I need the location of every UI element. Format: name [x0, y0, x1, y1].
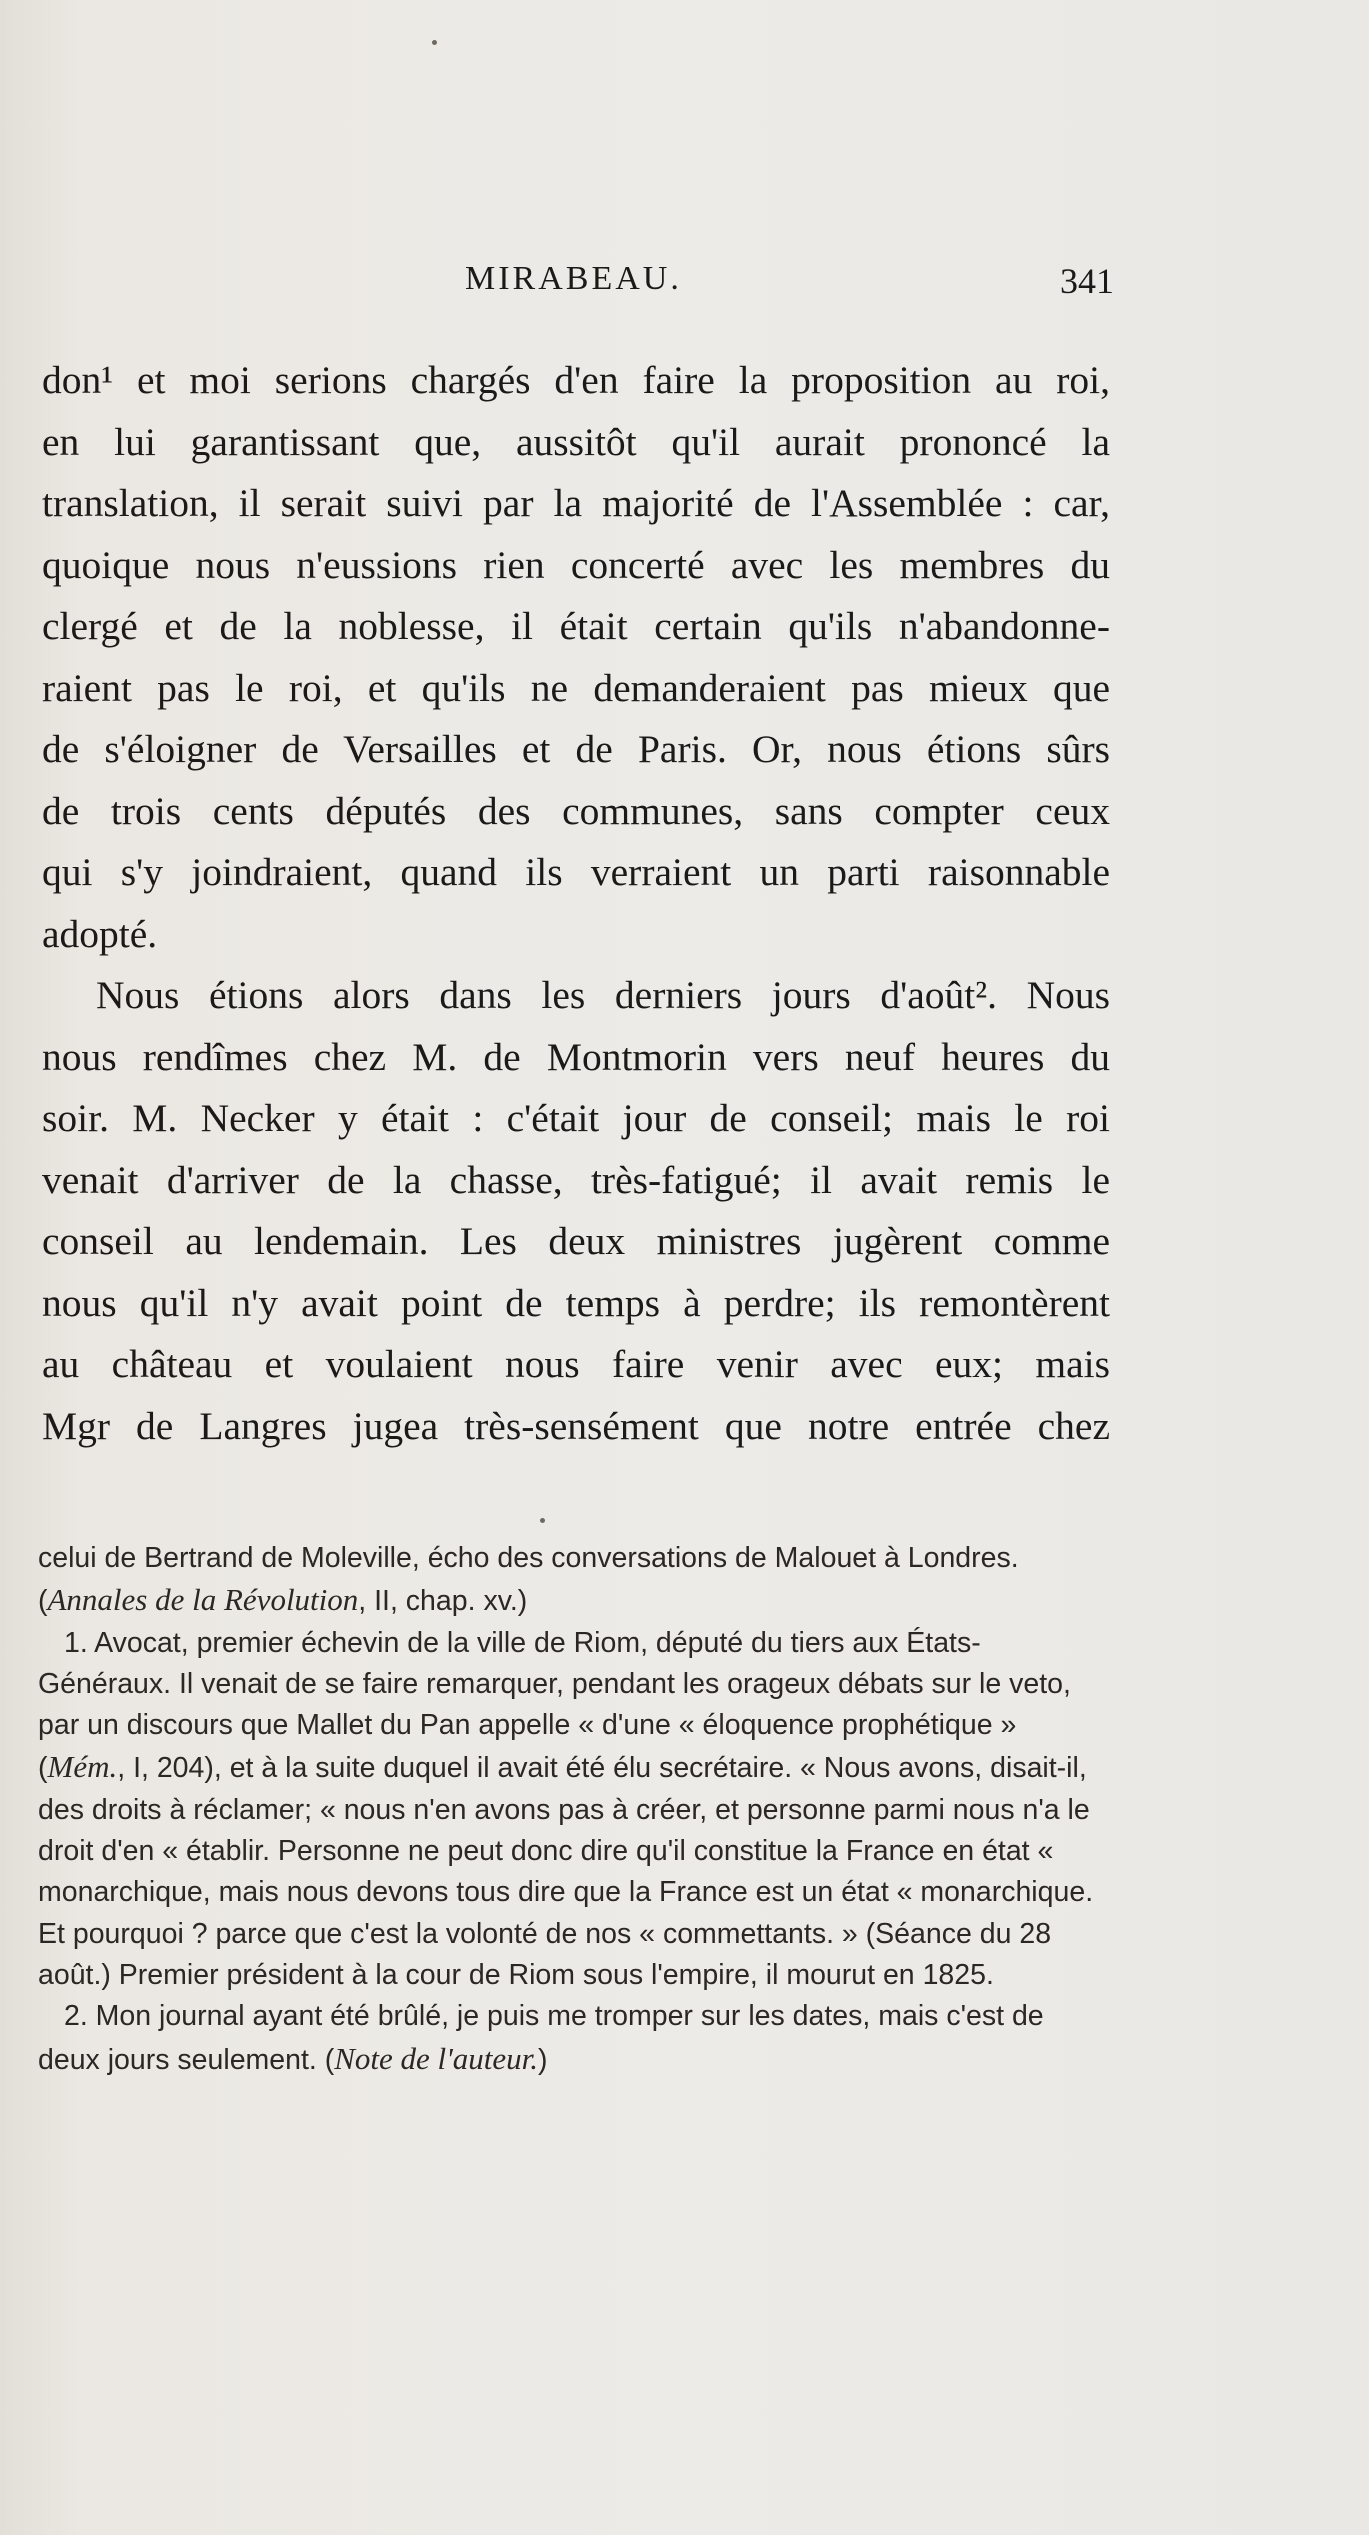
- text-line: au château et voulaient nous faire venir avec eux; mais: [42, 1342, 1110, 1386]
- main-text: [42, 350, 1110, 1457]
- page-number: 341: [1060, 261, 1114, 301]
- footnote-text: ): [538, 2043, 548, 2076]
- text-line: quoique nous n'eussions rien concerté avec les membres du: [42, 542, 1110, 587]
- text-line: en lui garantissant que, aussitôt qu'il aurait prononcé la: [42, 419, 1110, 464]
- text-line: translation, il serait suivi par la majorité de l'Assemblée : car,: [42, 481, 1110, 525]
- footnote-text: celui de Bertrand de Moleville, écho des conversations de Malouet à Londres. (: [38, 1542, 1019, 1618]
- text-line: don¹ et moi serions chargés d'en faire la proposition au roi,: [42, 358, 1110, 402]
- text-line: Mgr de Langres jugea très-sensément que notre entrée chez: [42, 1403, 1110, 1448]
- text-line: venait d'arriver de la chasse, très-fatigué; il avait remis le: [42, 1157, 1110, 1202]
- footnote-text: 2. Mon journal ayant été brûlé, je puis me tromper sur les dates, mais c'est de deux jours seulement. (: [38, 2000, 1044, 2076]
- footnote-italic: Annales de la Révolution: [47, 1582, 359, 1618]
- page-header: [0, 260, 1369, 310]
- text-line: clergé et de la noblesse, il était certain qu'ils n'abandonne-: [42, 604, 1110, 648]
- text-line: raient pas le roi, et qu'ils ne demanderaient pas mieux que: [42, 665, 1110, 710]
- footnote-italic: Mém.: [47, 1749, 118, 1785]
- footnote-continuation: [38, 1538, 1110, 1623]
- footnote-text: , I, 204), et à la suite duquel il avait été élu secrétaire. « Nous avons, disait-il, des droits à réclamer; « nous n'en avons pas à créer, et personne parmi nous n'a le droit d'en « établir. Personne ne peut donc dire qu'il constitue la France en état « monarchique, mais nous devons tous dire que la France est un état « monarchique. Et pourquoi ? parce que c'est la volonté de nos « commettants. » (Séance du 28 août.) Premier président à la cour de Riom sous l'empire, il mourut en 1825.: [38, 1752, 1094, 1991]
- text-line: de s'éloigner de Versailles et de Paris. Or, nous étions sûrs: [42, 727, 1110, 771]
- paragraph-2: [42, 965, 1110, 1457]
- text-line: soir. M. Necker y était : c'était jour de conseil; mais le roi: [42, 1096, 1110, 1140]
- paper-speck: [540, 1518, 545, 1523]
- footnotes: [38, 1538, 1110, 2081]
- text-line: Nous étions alors dans les derniers jours d'août². Nous: [96, 973, 1110, 1017]
- footnote-text: 1. Avocat, premier échevin de la ville de Riom, député du tiers aux États-Généraux. Il venait de se faire remarquer, pendant les orageux débats sur le veto, par un discours que Mallet du Pan appelle « d'une « éloquence prophétique » (: [38, 1626, 1071, 1785]
- footnote-1: [38, 1623, 1110, 1997]
- paragraph-1: [42, 350, 1110, 965]
- text-line: de trois cents députés des communes, sans compter ceux: [42, 788, 1110, 833]
- footnote-italic: Note de l'auteur.: [334, 2040, 539, 2076]
- text-line: qui s'y joindraient, quand ils verraient un parti raisonnable: [42, 850, 1110, 894]
- footnote-text: , II, chap. xv.): [358, 1585, 528, 1618]
- text-line: nous qu'il n'y avait point de temps à perdre; ils remontèrent: [42, 1280, 1110, 1325]
- running-title: MIRABEAU.: [465, 260, 682, 297]
- text-line: adopté.: [42, 911, 158, 956]
- text-line: conseil au lendemain. Les deux ministres jugèrent comme: [42, 1219, 1110, 1263]
- paper-speck: [432, 40, 437, 45]
- footnote-2: [38, 1996, 1110, 2081]
- text-line: nous rendîmes chez M. de Montmorin vers neuf heures du: [42, 1034, 1110, 1079]
